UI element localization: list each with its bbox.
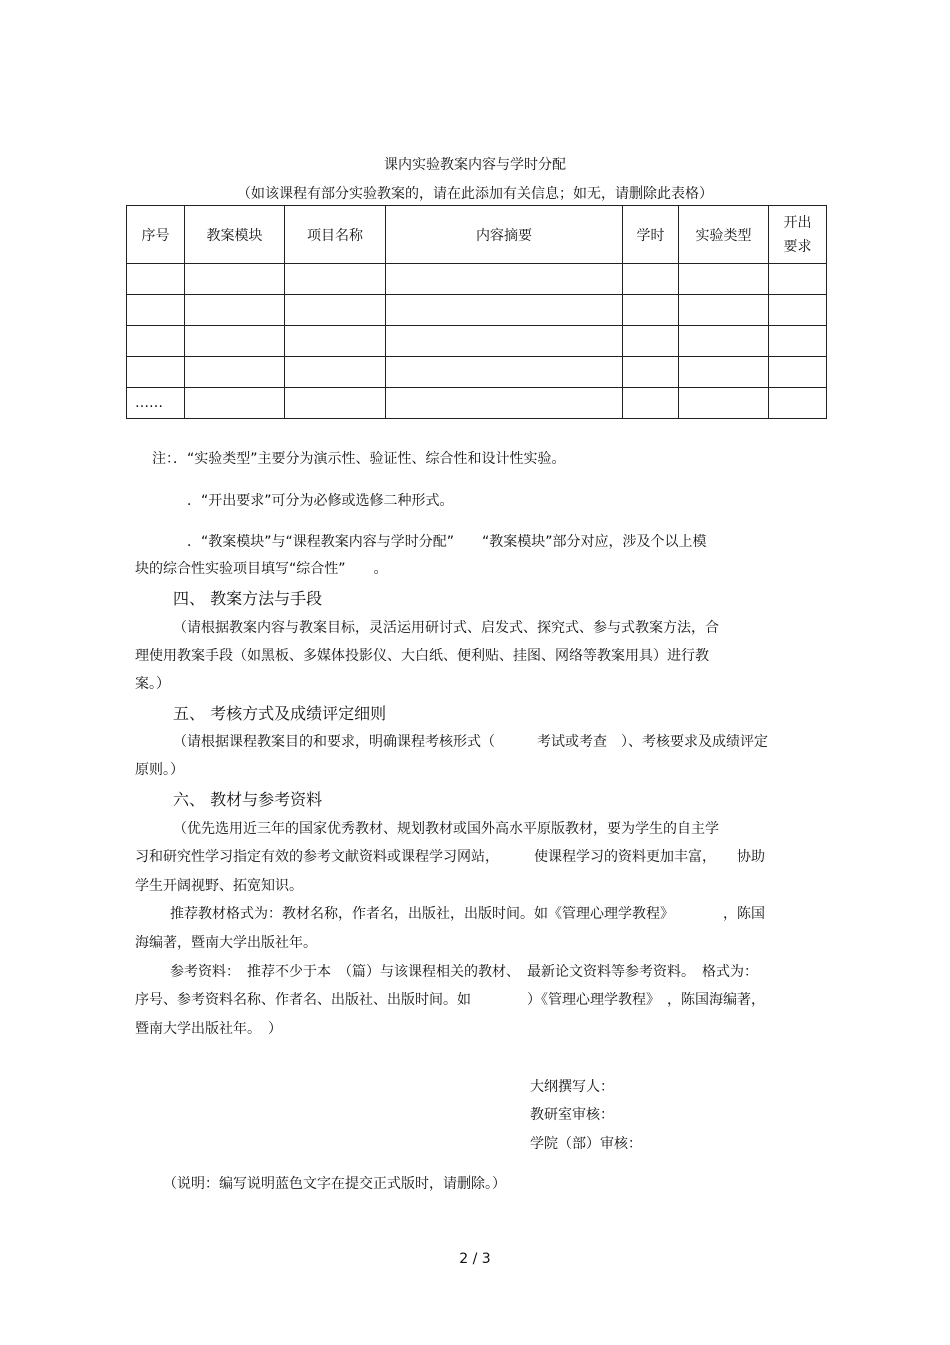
paragraph-line: 海编著，暨南大学出版社年。 (135, 935, 317, 951)
table-cell: …… (127, 388, 185, 419)
table-cell (623, 295, 679, 326)
table-cell (185, 357, 285, 388)
table-cell (679, 295, 769, 326)
table-cell (386, 295, 623, 326)
paragraph-line: 参考资料： 推荐不少于本 （篇）与该课程相关的教材、 最新论文资料等参考资料。 格式为： (170, 964, 758, 980)
paragraph-line: 学生开阔视野、拓宽知识。 (135, 878, 303, 894)
table-cell (623, 388, 679, 419)
paragraph-line: 理使用教案手段（如黑板、多媒体投影仪、大白纸、便利贴、挂图、网络等教案用具）进行教 (135, 648, 709, 664)
table-cell (769, 357, 827, 388)
table-row (127, 295, 827, 326)
table-cell (386, 388, 623, 419)
col-header-module: 教案模块 (185, 206, 285, 264)
section-heading: 六、 教材与参考资料 (173, 790, 323, 809)
table-row (127, 388, 827, 419)
lab-allocation-table (126, 205, 827, 419)
col-header-hours: 学时 (623, 206, 679, 264)
paragraph-line: 习和研究性学习指定有效的参考文献资料或课程学习网站， 使课程学习的资料更加丰富， 协助 (135, 849, 765, 865)
table-cell (386, 326, 623, 357)
table-header-row (127, 206, 827, 264)
table-row (127, 326, 827, 357)
table-cell (285, 326, 386, 357)
section-heading: 四、 教案方法与手段 (173, 589, 323, 608)
table-cell (679, 388, 769, 419)
table-cell (679, 326, 769, 357)
table-cell (679, 357, 769, 388)
section-heading: 五、 考核方式及成绩评定细则 (173, 704, 387, 723)
note-line: ．“教案模块”与“课程教案内容与学时分配” “教案模块”部分对应，涉及个以上模 (187, 534, 707, 550)
table-cell (285, 264, 386, 295)
col-header-index: 序号 (127, 206, 185, 264)
col-header-summary: 内容摘要 (386, 206, 623, 264)
note-line: ．“开出要求”可分为必修或选修二种形式。 (187, 493, 454, 509)
table-cell (127, 295, 185, 326)
table-cell (285, 357, 386, 388)
col-header-project: 项目名称 (285, 206, 386, 264)
signature-college: 学院（部）审核： (530, 1136, 642, 1152)
table-cell (185, 388, 285, 419)
table-cell (185, 295, 285, 326)
signature-dept: 教研室审核： (530, 1107, 614, 1123)
note-line: 块的综合性实验项目填写“综合性” 。 (135, 561, 388, 577)
table-subtitle: （如该课程有部分实验教案的，请在此添加有关信息；如无，请删除此表格） (237, 186, 713, 202)
paragraph-line: 原则。） (135, 762, 184, 778)
table-cell (623, 357, 679, 388)
table-cell (769, 264, 827, 295)
signature-writer: 大纲撰写人： (530, 1079, 614, 1095)
note-line: 注：．“实验类型”主要分为演示性、验证性、综合性和设计性实验。 (152, 451, 566, 467)
table-cell (679, 264, 769, 295)
footnote: （说明：编写说明蓝色文字在提交正式版时，请删除。） (163, 1176, 506, 1192)
table-cell (386, 264, 623, 295)
col-header-type: 实验类型 (679, 206, 769, 264)
table-row (127, 357, 827, 388)
col-header-requirement: 开出要求 (769, 206, 827, 264)
table-cell (285, 388, 386, 419)
table-cell (127, 326, 185, 357)
table-cell (623, 264, 679, 295)
table-title: 课内实验教案内容与学时分配 (384, 157, 566, 173)
table-cell (127, 357, 185, 388)
paragraph-line: 案。） (135, 676, 170, 692)
table-cell (769, 295, 827, 326)
table-cell (769, 326, 827, 357)
table-cell (285, 295, 386, 326)
table-cell (185, 326, 285, 357)
page-number: 2 / 3 (459, 1251, 491, 1267)
table-cell (769, 388, 827, 419)
paragraph-line: （优先选用近三年的国家优秀教材、规划教材或国外高水平原版教材，要为学生的自主学 (173, 821, 719, 837)
table-cell (185, 264, 285, 295)
paragraph-line: 序号、参考资料名称、作者名、出版社、出版时间。如 ）《管理心理学教程》 ，陈国海编著， (135, 992, 765, 1008)
paragraph-line: （请根据课程教案目的和要求，明确课程考核形式（ 考试或考查 ）、考核要求及成绩评定 (173, 734, 768, 750)
paragraph-line: 推荐教材格式为：教材名称，作者名，出版社，出版时间。如《管理心理学教程》 ，陈国 (170, 906, 765, 922)
table-cell (127, 264, 185, 295)
paragraph-line: （请根据教案内容与教案目标，灵活运用研讨式、启发式、探究式、参与式教案方法，合 (173, 620, 719, 636)
table-cell (623, 326, 679, 357)
table-cell (386, 357, 623, 388)
paragraph-line: 暨南大学出版社年。 ） (135, 1021, 282, 1037)
table-row (127, 264, 827, 295)
